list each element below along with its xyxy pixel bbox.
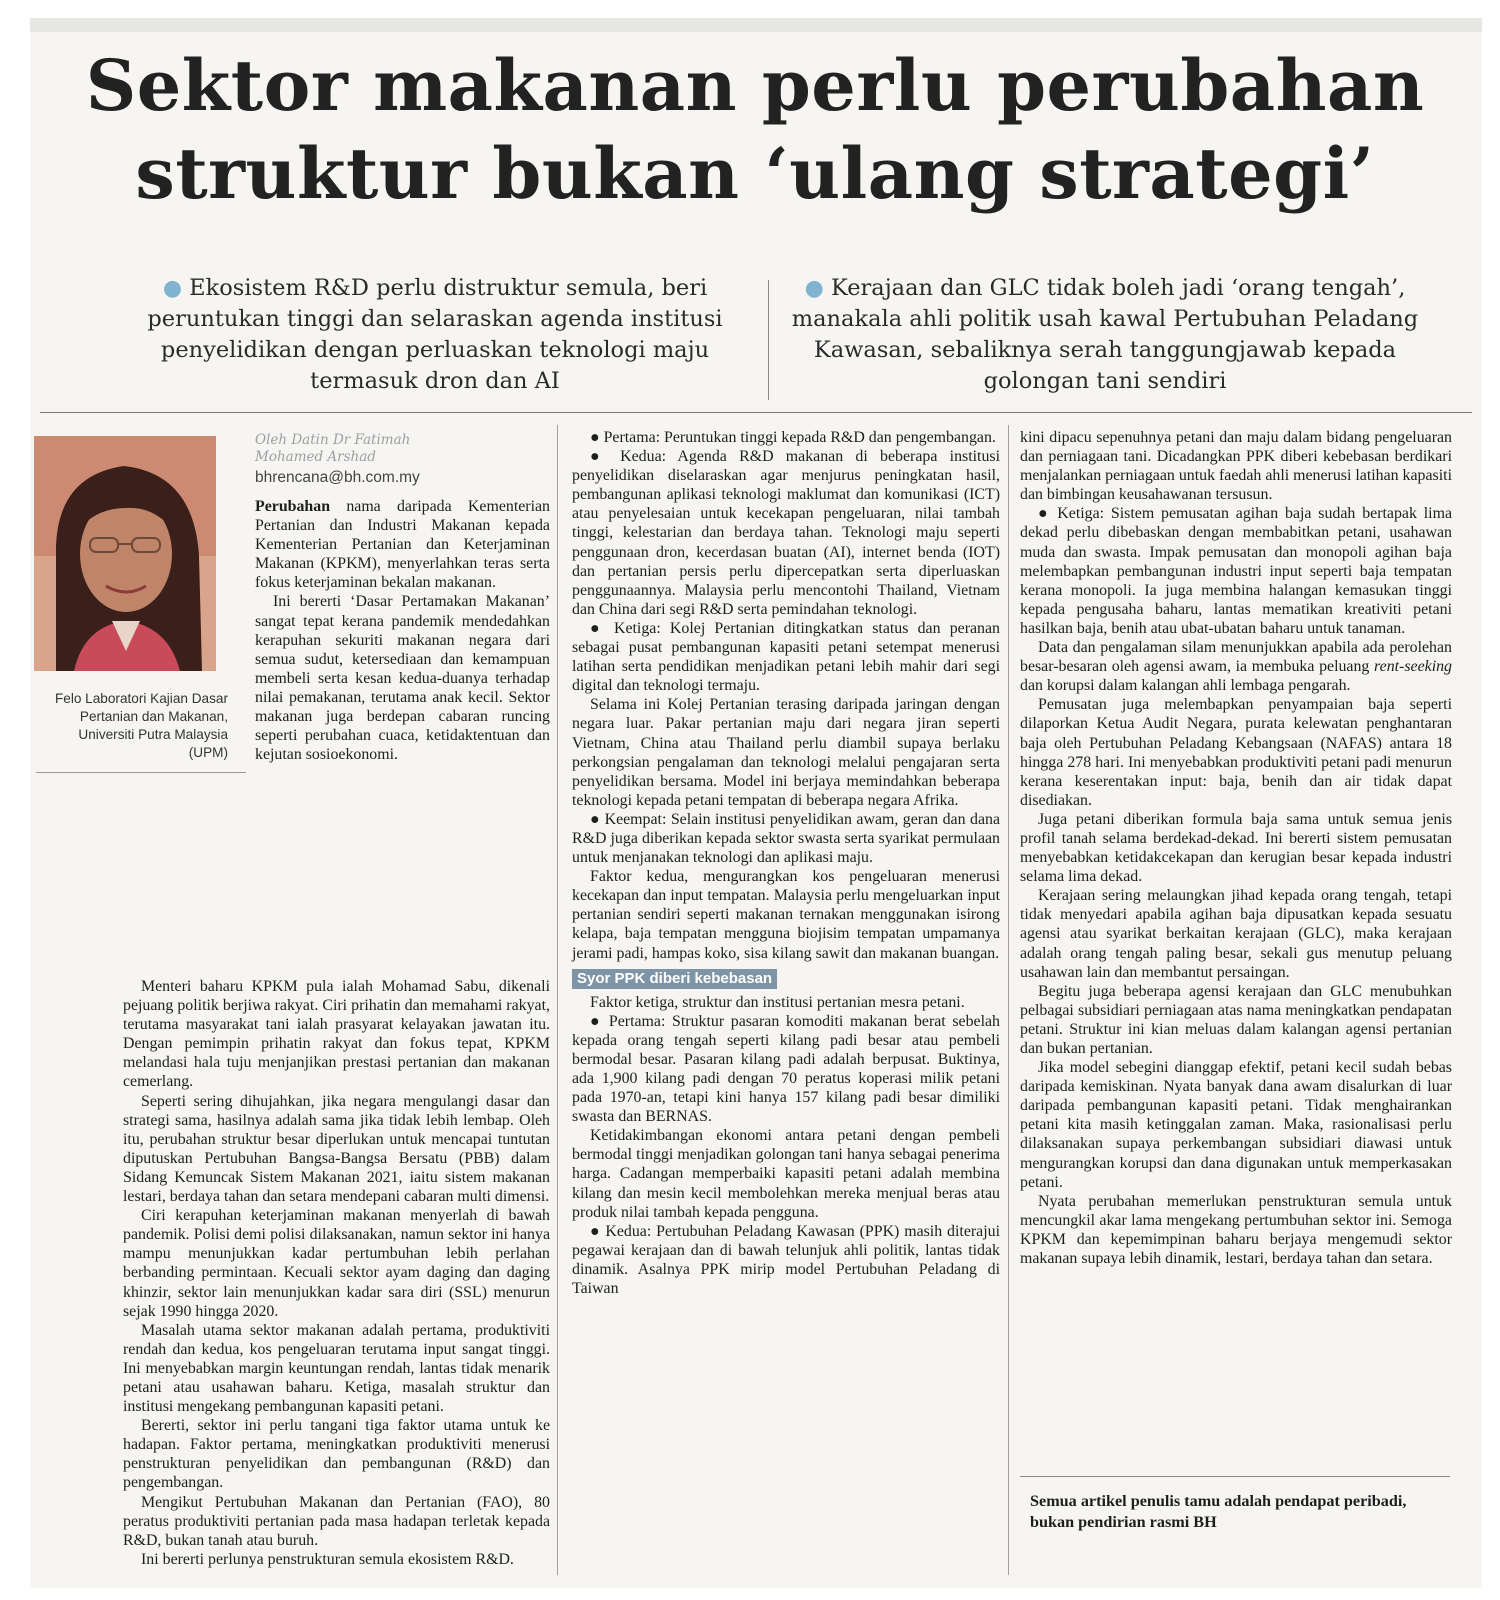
author-portrait-image	[34, 436, 216, 671]
paragraph: Pemusatan juga melembapkan penyampaian baja seperti dilaporkan Ketua Audit Negara, purata kelewatan penghantaran baja oleh Pertubuhan Peladang Kebangsaan (NAFAS) antara 18 hingga 278 hari. Ini menyebabkan produktiviti petani padi menurun kerana keserentakan input: baja, benih dan air tidak dapat disediakan.	[1020, 696, 1452, 809]
paragraph: Ciri kerapuhan keterjaminan makanan menyerlah di bawah pandemik. Polisi demi polisi dilaksanakan, namun sektor ini hanya mampu menunjukkan kadar pertumbuhan lebih perlahan berbanding permintaan. Kecuali sektor ayam daging dan daging khinzir, sektor lain menunjukkan kadar sara diri (SSL) menurun sejak 1990 hingga 2020.	[123, 1207, 550, 1320]
headline	[40, 42, 1470, 218]
paragraph: Jika model sebegini dianggap efektif, petani kecil sudah bebas daripada kemiskinan. Nyata banyak dana awam disalurkan di luar daripada pembangunan kapasiti petani. Tidak menghairankan petani kita masih ketinggalan zaman. Maka, rasionalisasi perlu dilaksanakan supaya perkembangan subsidiari diawasi untuk mengurangkan korupsi dan dana digunakan untuk memperkasakan petani.	[1020, 1059, 1452, 1191]
italic-term: rent-seeking	[1374, 658, 1452, 676]
footnote: Semua artikel penulis tamu adalah pendapat peribadi, bukan pendirian rasmi BH	[1030, 1492, 1407, 1531]
lead-word: Perubahan	[255, 498, 331, 515]
paragraph: Bererti, sektor ini perlu tangani tiga faktor utama untuk ke hadapan. Faktor pertama, meningkatkan produktiviti menerusi penstrukturan penyelidikan dan pembangunan (R&D) dan pengembangan.	[123, 1417, 550, 1492]
page-top-band	[30, 18, 1482, 32]
bullet-dot-icon: ●	[804, 276, 824, 301]
paragraph: Ketidakimbangan ekonomi antara petani dengan pembeli bermodal tinggi menjadikan golongan tani hanya sebagai penerima harga. Cadangan memperbaiki kapasiti petani adalah membina kilang dan mesin kecil membolehkan mereka menjual beras atau produk nilai tambah kepada pengguna.	[572, 1127, 1000, 1221]
column-divider-2	[1008, 425, 1009, 1575]
bullet-paragraph: ● Pertama: Struktur pasaran komoditi makanan berat sebelah kepada orang tengah seperti kilang padi besar atau pembeli bermodal besar. Pasaran kilang padi adalah berpusat. Buktinya, ada 1,900 kilang padi dengan 70 peratus koperasi milik petani pada 1970-an, tetapi kini hanya 157 kilang padi besar dimiliki swasta dan BERNAS.	[572, 1012, 1000, 1126]
paragraph: Mengikut Pertubuhan Makanan dan Pertanian (FAO), 80 peratus produktiviti pertanian pada masa hadapan terletak kepada R&D, bukan tanah atau buruh.	[123, 1493, 550, 1549]
author-caption: Felo Laboratori Kajian Dasar Pertanian dan Makanan, Universiti Putra Malaysia (UPM)	[54, 691, 228, 760]
column-2	[572, 428, 1000, 1298]
paragraph: Kerajaan sering melaungkan jihad kepada orang tengah, tetapi tidak menyedari apabila agihan baja dipusatkan kepada sesuatu agensi atau syarikat berkaitan kerajaan (GLC), maka kerajaan adalah orang tengah paling besar, sekali gus menutup peluang usahawan lain dan membantut persaingan.	[1020, 887, 1452, 981]
paragraph: Begitu juga beberapa agensi kerajaan dan GLC menubuhkan pelbagai subsidiari perniagaan atas nama meningkatkan pendapatan petani. Struktur ini kian meluas dalam kalangan agensi pertanian dan bukan pertanian.	[1020, 982, 1452, 1057]
paragraph: Juga petani diberikan formula baja sama untuk semua jenis profil tanah selama berdekad-dekad. Ini bererti sistem pemusatan menyebabkan ketidakcekapan dan kerugian besar kepada industri selama lima dekad.	[1020, 810, 1452, 886]
headline-line-1: Sektor makanan perlu perubahan	[85, 44, 1425, 127]
author-photo	[34, 436, 216, 671]
paragraph	[1020, 638, 1452, 695]
paragraph: Nyata perubahan memerlukan penstrukturan semula untuk mencungkil akar lama mengekang pertumbuhan sektor ini. Semoga KPKM dan kepemimpinan baharu berjaya mengemudi sektor makanan supaya lebih dinamik, lestari, berdaya tahan dan setara.	[1020, 1192, 1452, 1268]
column-divider-1	[557, 425, 558, 1575]
bullet-dot-icon: ●	[162, 276, 183, 301]
paragraph-text: nama daripada Kementerian Pertanian dan Industri Makanan kepada Kementerian Pertanian dan Keterjaminan Makanan (KPKM), menyerlahkan teras serta fokus keterjaminan bekalan makanan.	[255, 498, 550, 592]
headline-line-2: struktur bukan ‘ulang strategi’	[135, 132, 1375, 215]
bullet-paragraph: ● Ketiga: Kolej Pertanian ditingkatkan status dan peranan sebagai pusat pembangunan kapasiti petani setempat menerusi latihan serta pendidikan menjadikan petani lebih mahir dari segi digital dan teknologi termaju.	[572, 619, 1000, 695]
footnote-rule	[1020, 1476, 1450, 1477]
paragraph: kini dipacu sepenuhnya petani dan maju dalam bidang pengeluaran dan perniagaan tani. Dicadangkan PPK diberi kebebasan berdikari menjalankan perniagaan untuk faedah ahli menerusi latihan kapasiti dan bimbingan keusahawanan tersusun.	[1020, 429, 1452, 504]
paragraph: Seperti sering dihujahkan, jika negara mengulangi dasar dan strategi sama, hasilnya adalah sama jika tidak lebih lembap. Oleh itu, perubahan struktur besar diperlukan untuk mencapai tuntutan diputuskan Pertubuhan Bangsa-Bangsa Bersatu (PBB) dalam Sidang Kemuncak Sistem Makanan 2021, iaitu sistem makanan lestari, berdaya tahan dan setara mendepani cabaran multi dimensi.	[123, 1092, 550, 1206]
bullet-paragraph: ● Kedua: Pertubuhan Peladang Kawasan (PPK) masih diterajui pegawai kerajaan dan di bawah telunjuk ahli politik, lantas tidak dinamik. Asalnya PPK mirip model Pertubuhan Peladang di Taiwan	[572, 1222, 1000, 1298]
deck-divider	[768, 280, 769, 400]
paragraph	[255, 497, 550, 592]
deck-left-text: Ekosistem R&D perlu distruktur semula, beri peruntukan tinggi dan selaraskan agenda institusi penyelidikan dengan perluaskan teknologi maju termasuk dron dan AI	[147, 275, 723, 394]
paragraph-text: Data dan pengalaman silam menunjukkan apabila ada perolehan besar-besaran oleh agensi awam, ia membuka peluang	[1020, 639, 1452, 676]
column-1-upper	[255, 497, 550, 764]
deck-right	[775, 273, 1435, 397]
bullet-paragraph: ● Ketiga: Sistem pemusatan agihan baja sudah bertapak lima dekad perlu dibebaskan dengan membabitkan petani, usahawan muda dan swasta. Impak pemusatan dan monopoli agihan baja melembapkan pembangunan industri input seperti baja tempatan kerana monopoli. Ia juga membina halangan kemasukan tinggi kepada pengusaha baharu, lantas mematikan kreativiti petani hasilkan baja, benih atau ubat-ubatan baharu untuk tanaman.	[1020, 505, 1452, 637]
column-1-lower	[123, 977, 550, 1569]
paragraph: Faktor ketiga, struktur dan institusi pertanian mesra petani.	[590, 993, 965, 1011]
bullet-paragraph: ● Kedua: Agenda R&D makanan di beberapa institusi penyelidikan diselaraskan agar menjurus peningkatan hasil, pembangunan aplikasi teknologi maklumat dan komunikasi (ICT) atau penyelesaian untuk kecekapan pengeluaran, nilai tambah tinggi, kelestarian dan berdaya tahan. Teknologi maju seperti penggunaan dron, kecerdasan buatan (AI), internet benda (IOT) dan pertanian persis perlu dipercepatkan serta diperluaskan penggunaannya. Malaysia perlu mencontohi Thailand, Vietnam dan China dari segi R&D serta pemindahan teknologi.	[572, 448, 1000, 618]
paragraph: Masalah utama sektor makanan adalah pertama, produktiviti rendah dan kedua, kos pengeluaran terutama input sangat tinggi. Ini menyebabkan margin keuntungan rendah, lantas tidak menarik petani atau usahawan baharu. Ketiga, masalah struktur dan institusi mengekang pembangunan kapasiti petani.	[123, 1321, 550, 1416]
column-3	[1020, 428, 1452, 1268]
byline-name-2: Mohamed Arshad	[255, 449, 376, 465]
paragraph: Faktor kedua, mengurangkan kos pengeluaran menerusi kecekapan dan input tempatan. Malaysia perlu mengeluarkan input pertanian sendiri seperti makanan ternakan menggunakan isirong kelapa, baja tempatan mengguna biojisim tempatan umpamanya jerami padi, hampas koko, sisa kilang sawit dan makanan buangan.	[572, 868, 1000, 962]
bullet-paragraph: ● Keempat: Selain institusi penyelidikan awam, geran dan dana R&D juga diberikan kepada sektor swasta serta syarikat permulaan untuk menjanakan teknologi dan aplikasi maju.	[572, 810, 1000, 867]
bullet-paragraph: ● Pertama: Peruntukan tinggi kepada R&D dan pengembangan.	[590, 429, 996, 446]
deck-left	[110, 273, 760, 397]
paragraph: Menteri baharu KPKM pula ialah Mohamad Sabu, dikenali pejuang politik berjiwa rakyat. Ciri prihatin dan memahami rakyat, terutama masyarakat tani ialah prasyarat kelayakan jawatan itu. Dengan pemimpin prihatin rakyat dan fokus tepat, KPKM melandasi hala tuju menjanjikan prestasi pertanian dan makanan cemerlang.	[123, 978, 550, 1091]
paragraph: Ini bererti perlunya penstrukturan semula ekosistem R&D.	[141, 1550, 514, 1568]
deck-right-text: Kerajaan dan GLC tidak boleh jadi ‘orang tengah’, manakala ahli politik usah kawal Pertubuhan Peladang Kawasan, sebaliknya serah tanggungjawab kepada golongan tani sendiri	[791, 275, 1419, 394]
paragraph: Ini bererti ‘Dasar Pertamakan Makanan’ sangat tepat kerana pandemik mendedahkan kerapuhan sekuriti makanan negara dari semua sudut, ketersediaan dan kemampuan membeli serta kesan kedua-duanya terhadap nilai pemakanan, terutama anak kecil. Sektor makanan juga berdepan cabaran runcing seperti perubahan cuaca, ketidaktentuan dan kejutan sosioekonomi.	[255, 593, 550, 764]
byline-email[interactable]: bhrencana@bh.com.my	[255, 469, 420, 486]
byline	[255, 432, 555, 488]
paragraph: Selama ini Kolej Pertanian terasing daripada jaringan dengan negara luar. Pakar pertanian maju dari negara jiran seperti Vietnam, China atau Thailand perlu diambil supaya berlaku perkongsian pengalaman dan teknologi melalui pengajaran serta penyelidikan bersama. Model ini berjaya memindahkan beberapa teknologi kepada petani tempatan di beberapa negara Afrika.	[572, 696, 1000, 809]
subheading: Syor PPK diberi kebebasan	[572, 969, 777, 989]
byline-name-1: Oleh Datin Dr Fatimah	[255, 432, 411, 448]
paragraph-text: dan korupsi dalam kalangan ahli lembaga pengarah.	[1020, 677, 1351, 695]
caption-rule	[36, 772, 246, 773]
top-rule	[40, 412, 1472, 413]
